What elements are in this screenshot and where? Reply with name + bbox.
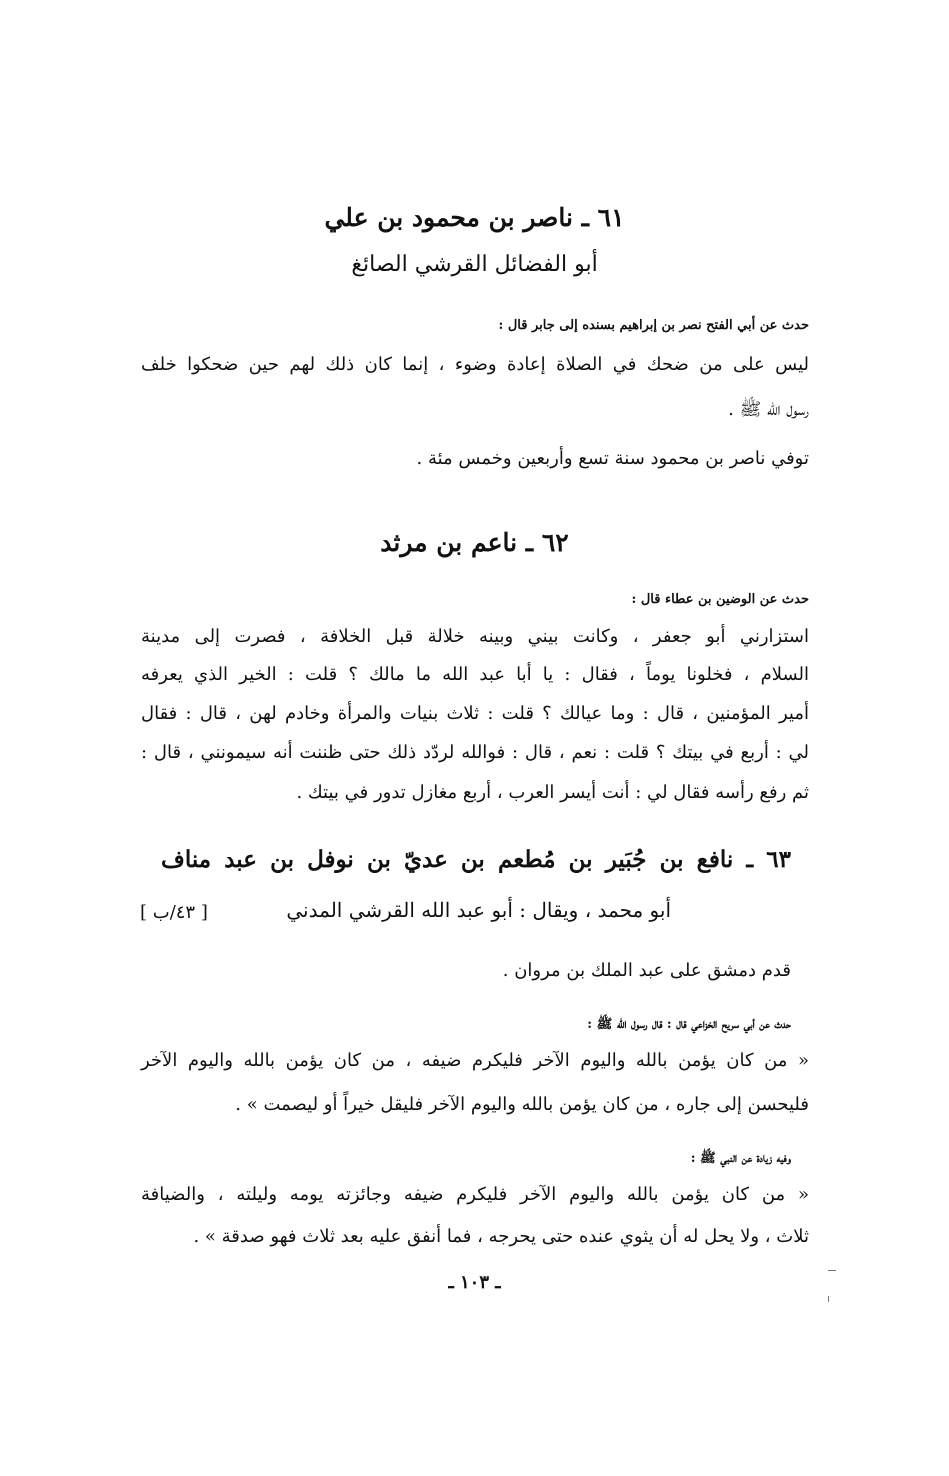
entry-63-text-line-1: « من كان يؤمن بالله واليوم الآخر فليكرم ضيفه ، من كان يؤمن بالله واليوم الآخر (141, 1050, 809, 1071)
scan-mark (828, 1296, 829, 1302)
folio-reference: [ ٤٣/ب ] (140, 902, 208, 923)
entry-62-text-line-1: استزارني أبو جعفر ، وكانت بيني وبينه خلالة قبل الخلافة ، فصرت إلى مدينة (141, 626, 809, 647)
page-number: ـ ١٠٣ ـ (448, 1272, 501, 1293)
entry-63-title: ٦٣ ـ نافع بن جُبَير بن مُطعم بن عديّ بن نوفل بن عبد مناف (161, 846, 791, 873)
entry-62-isnad: حدث عن الوضين بن عطاء قال : (631, 592, 809, 607)
entry-63-text-line-2: فليحسن إلى جاره ، من كان يؤمن بالله واليوم الآخر فليقل خيراً أو ليصمت » . (235, 1094, 809, 1115)
entry-62-text-line-5: ثم رفع رأسه فقال لي : أنت أيسر العرب ، أربع مغازل تدور في بيتك . (296, 782, 809, 803)
entry-63-note: قدم دمشق على عبد الملك بن مروان . (502, 960, 791, 981)
entry-61-text-line-1: ليس على من ضحك في الصلاة إعادة وضوء ، إنما كان ذلك لهم حين ضحكوا خلف (141, 354, 809, 375)
entry-62-title: ٦٢ ـ ناعم بن مرثد (380, 528, 569, 557)
entry-62-text-line-2: السلام ، فخلونا يوماً ، فقال : يا أبا عبد الله ما مالك ؟ قلت : الخير الذي يعرفه (141, 664, 809, 685)
entry-63-subtitle: أبو محمد ، ويقال : أبو عبد الله القرشي المدني (286, 898, 671, 922)
entry-61-title: ٦١ ـ ناصر بن محمود بن علي (324, 203, 625, 232)
entry-61-subtitle: أبو الفضائل القرشي الصائغ (351, 252, 598, 277)
entry-63-isnad: حدث عن أبي سريح الخزاعي قال : قال رسول الله ﷺ : (587, 1017, 791, 1032)
scan-mark (828, 1270, 836, 1271)
entry-63-isnad-2: وفيه زيادة عن النبي ﷺ : (690, 1151, 791, 1166)
entry-62-text-line-3: أمير المؤمنين ، قال : وما عيالك ؟ قلت : ثلاث بنيات والمرأة وخادم لهن ، قال : فقال (141, 703, 809, 724)
entry-63-text2-line-1: « من كان يؤمن بالله واليوم الآخر فليكرم ضيفه وجائزته يومه وليلته ، والضيافة (141, 1184, 809, 1205)
entry-63-text2-line-2: ثلاث ، ولا يحل له أن يثوي عنده حتى يحرجه ، فما أنفق عليه بعد ثلاث فهو صدقة » . (193, 1226, 809, 1247)
entry-62-text-line-4: لي : أربع في بيتك ؟ قلت : نعم ، قال : فوالله لردّد ذلك حتى ظننت أنه سيمونني ، قال : (141, 742, 809, 763)
entry-61-text-line-2: رسول الله ﷺ . (728, 399, 809, 420)
entry-61-isnad: حدث عن أبي الفتح نصر بن إبراهيم بسنده إلى جابر قال : (498, 318, 809, 333)
entry-61-death-note: توفي ناصر بن محمود سنة تسع وأربعين وخمس مئة . (416, 448, 809, 469)
